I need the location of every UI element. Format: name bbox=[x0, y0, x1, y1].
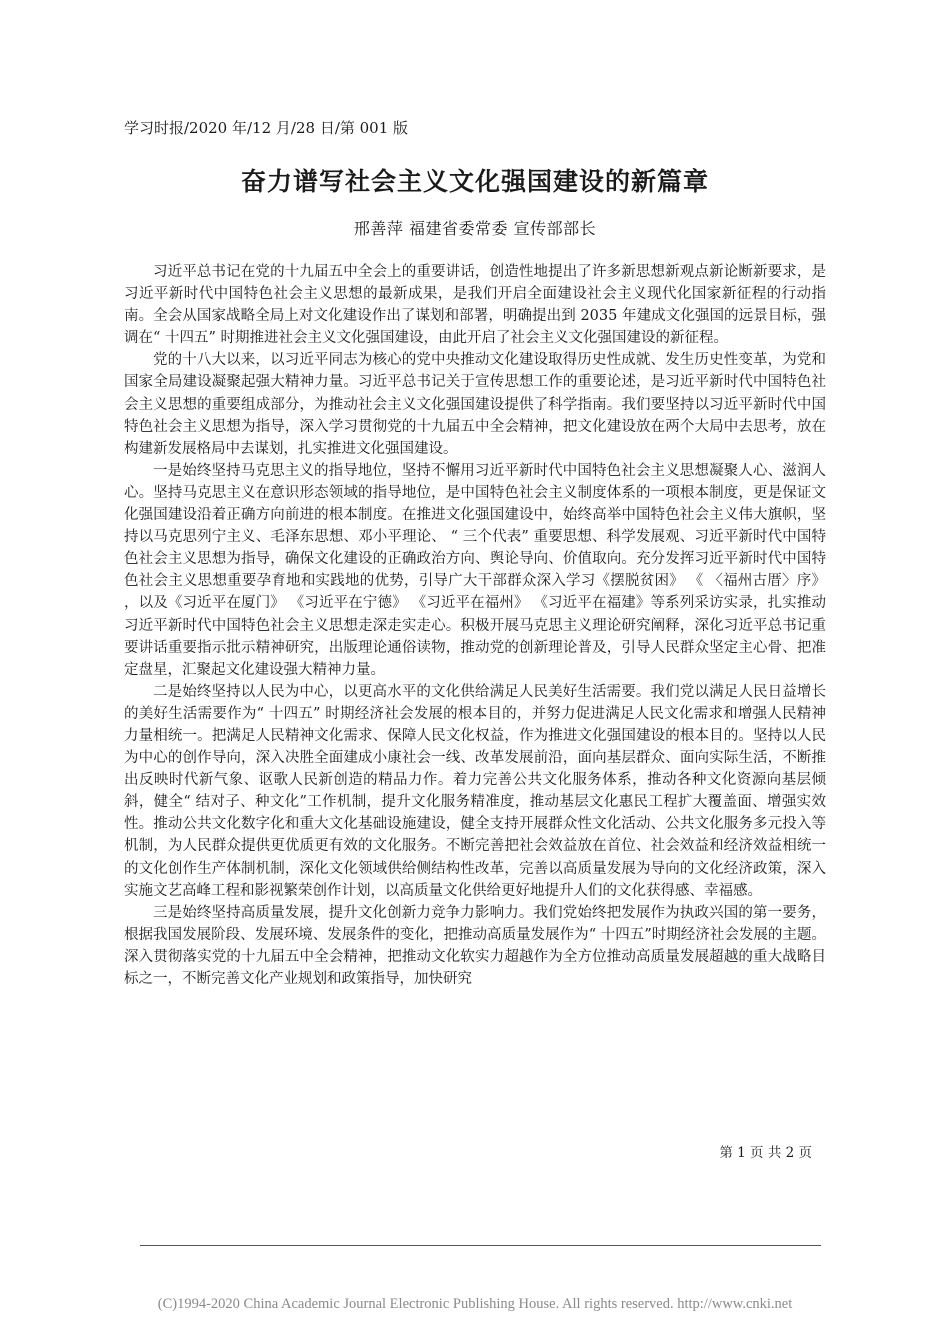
page-number: 第 1 页 共 2 页 bbox=[719, 1145, 812, 1161]
paragraph-5: 三是始终坚持高质量发展，提升文化创新力竞争力影响力。我们党始终把发展作为执政兴国的第一要务，根据我国发展阶段、发展环境、发展条件的变化，把推动高质量发展作为“ 十四五”时期经济社会发展的主题。深入贯彻落实党的十九届五中全会精神，把推动文化软实力超越作为全方位推动高质量发展超越的重大战略目标之一，不断完善文化产业规划和政策指导，加快研究 bbox=[124, 904, 826, 987]
paragraph-2: 党的十八大以来，以习近平同志为核心的党中央推动文化建设取得历史性成就、发生历史性变革，为党和国家全局建设凝聚起强大精神力量。习近平总书记关于宣传思想工作的重要论述，是习近平新时代中国特色社会主义思想的重要组成部分，为推动社会主义文化强国建设提供了科学指南。我们要坚持以习近平新时代中国特色社会主义思想为指导，深入学习贯彻党的十九届五中全会精神，把文化建设放在两个大局中去思考，放在构建新发展格局中去谋划，扎实推进文化强国建设。 bbox=[124, 352, 826, 457]
article-title: 奋力谱写社会主义文化强国建设的新篇章 bbox=[240, 167, 709, 196]
paragraph-3: 一是始终坚持马克思主义的指导地位，坚持不懈用习近平新时代中国特色社会主义思想凝聚人心、滋润人心。坚持马克思主义在意识形态领域的指导地位，是中国特色社会主义制度体系的一项根本制度，更是保证文化强国建设沿着正确方向前进的根本制度。在推进文化强国建设中，始终高举中国特色社会主义伟大旗帜，坚持以马克思列宁主义、毛泽东思想、邓小平理论、 “ 三个代表” 重要思想、科学发展观、习近平新时代中国特色社会主义思想为指导，确保文化建设的正确政治方向、舆论导向、价值取向。充分发挥习近平新时代中国特色社会主义思想重要孕育地和实践地的优势，引导广大干部群众深入学习《摆脱贫困》 《 〈福州古厝〉序》 ，以及《习近平在厦门》 《习近平在宁德》 《习近平在福州》 《习近平在福建》等系列采访实录，扎实推动习近平新时代中国特色社会主义思想走深走实走心。积极开展马克思主义理论研究阐释，深化习近平总书记重要讲话重要指示批示精神研究，出版理论通俗读物，推动党的创新理论普及，引导人民群众坚定主心骨、把准定盘星，汇聚起文化建设强大精神力量。 bbox=[124, 462, 826, 678]
footer-divider bbox=[140, 1245, 821, 1246]
paragraph-1: 习近平总书记在党的十九届五中全会上的重要讲话，创造性地提出了许多新思想新观点新论断新要求，是习近平新时代中国特色社会主义思想的最新成果，是我们开启全面建设社会主义现代化国家新征程的行动指南。全会从国家战略全局上对文化建设作出了谋划和部署，明确提出到 2035 年建成文化强国的远景目标，强调在“ 十四五” 时期推进社会主义文化强国建设，由此开启了社会主义文化强国建设的新征程。 bbox=[124, 264, 826, 347]
source-line: 学习时报/2020 年/12 月/28 日/第 001 版 bbox=[124, 119, 409, 137]
copyright-notice: (C)1994-2020 China Academic Journal Electronic Publishing House. All rights reserved. http://www.cnki.net bbox=[157, 1296, 793, 1312]
article-body bbox=[124, 261, 826, 990]
author-byline: 邢善萍 福建省委常委 宣传部部长 bbox=[353, 219, 597, 238]
paragraph-4: 二是始终坚持以人民为中心，以更高水平的文化供给满足人民美好生活需要。我们党以满足人民日益增长的美好生活需要作为“ 十四五” 时期经济社会发展的根本目的，并努力促进满足人民文化需求和增强人民精神力量相统一。把满足人民精神文化需求、保障人民文化权益，作为推进文化强国建设的根本目的。坚持以人民为中心的创作导向，深入决胜全面建成小康社会一线、改革发展前沿，面向基层群众、面向实际生活，不断推出反映时代新气象、讴歌人民新创造的精品力作。着力完善公共文化服务体系，推动各种文化资源向基层倾斜，健全“ 结对子、种文化”工作机制，提升文化服务精准度，推动基层文化惠民工程扩大覆盖面、增强实效性。推动公共文化数字化和重大文化基础设施建设，健全支持开展群众性文化活动、公共文化服务多元投入等机制，为人民群众提供更优质更有效的文化服务。不断完善把社会效益放在首位、社会效益和经济效益相统一的文化创作生产体制机制，深化文化领域供给侧结构性改革，完善以高质量发展为导向的文化经济政策，深入实施文艺高峰工程和影视繁荣创作计划，以高质量文化供给更好地提升人们的文化获得感、幸福感。 bbox=[124, 683, 826, 899]
